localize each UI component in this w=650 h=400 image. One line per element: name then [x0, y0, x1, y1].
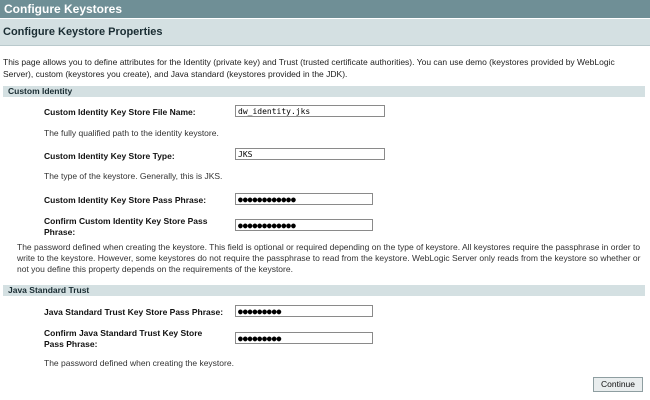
- identity-file-name-hint: The fully qualified path to the identity keystore.: [44, 128, 219, 138]
- page-title: Configure Keystore Properties: [0, 19, 650, 46]
- identity-file-name-input[interactable]: [235, 105, 385, 117]
- trust-confirm-label-line2: Pass Phrase:: [44, 339, 98, 349]
- trust-confirm-label-line1: Confirm Java Standard Trust Key Store: [44, 328, 203, 338]
- identity-file-name-label: Custom Identity Key Store File Name:: [44, 107, 196, 117]
- section-custom-identity: Custom Identity: [3, 86, 645, 97]
- identity-confirm-pass-phrase-input[interactable]: [235, 219, 373, 231]
- trust-pass-phrase-input[interactable]: [235, 305, 373, 317]
- identity-confirm-pass-phrase-label: [44, 216, 207, 238]
- continue-button[interactable]: Continue: [593, 377, 643, 392]
- identity-pass-phrase-description: The password defined when creating the keystore. This field is optional or required depending on the type of keystore. All keystores require the passphrase in order to write to the keystore. However, some keystores do not require the passphrase to read from the keystore. WebLogic Server only reads from the keystore so whether or not you define this property depends on the requirements of the keystore.: [17, 242, 641, 274]
- section-java-standard-trust: Java Standard Trust: [3, 285, 645, 296]
- identity-confirm-label-line2: Phrase:: [44, 227, 76, 237]
- identity-pass-phrase-label: Custom Identity Key Store Pass Phrase:: [44, 195, 207, 205]
- identity-pass-phrase-input[interactable]: [235, 193, 373, 205]
- identity-confirm-label-line1: Confirm Custom Identity Key Store Pass: [44, 216, 208, 226]
- trust-confirm-pass-phrase-label: [44, 328, 202, 350]
- identity-type-hint: The type of the keystore. Generally, this is JKS.: [44, 171, 223, 181]
- trust-pass-phrase-label: Java Standard Trust Key Store Pass Phrase:: [44, 307, 224, 317]
- intro-text: This page allows you to define attributes for the Identity (private key) and Trust (trusted certificate authorities). You can use demo (keystores provided by WebLogic Server), custom (keystores you create), and Java standard (keystores provided in the JDK).: [3, 57, 615, 79]
- window-title: Configure Keystores: [0, 0, 650, 18]
- identity-type-input[interactable]: [235, 148, 385, 160]
- trust-confirm-pass-phrase-input[interactable]: [235, 332, 373, 344]
- identity-type-label: Custom Identity Key Store Type:: [44, 151, 175, 161]
- trust-pass-phrase-hint: The password defined when creating the keystore.: [44, 358, 234, 368]
